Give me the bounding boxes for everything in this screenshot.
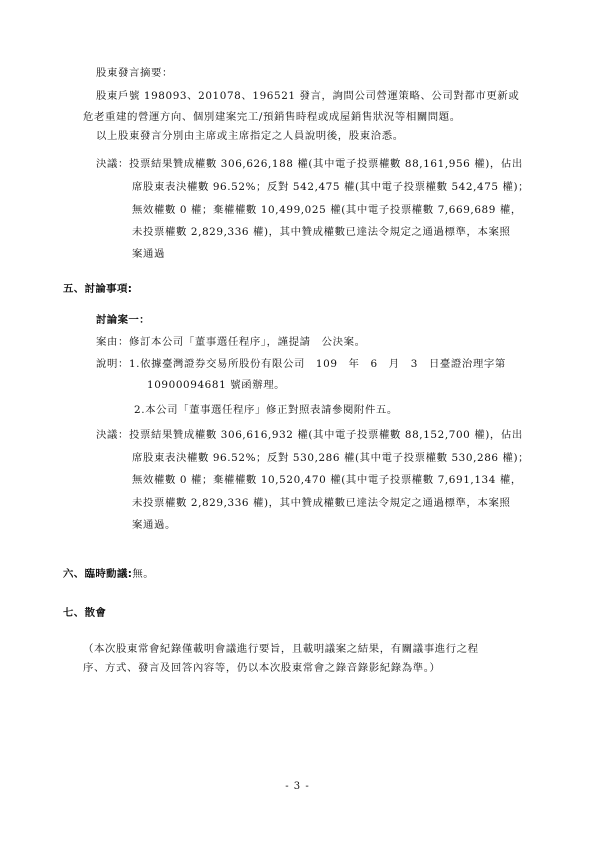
resolution-line: 席股東表決權數 96.52%；反對 542,475 權(其中電子投票權數 542,475 權)； bbox=[132, 181, 530, 193]
resolution-line: 無效權數 0 權；棄權權數 10,520,470 權(其中電子投票權數 7,691,134 權， bbox=[132, 474, 522, 486]
case-title: 討論案一： bbox=[96, 314, 150, 326]
note-line: 序、方式、發言及回答內容等，仍以本次股東常會之錄音錄影紀錄為準。） bbox=[83, 662, 441, 674]
resolution-line: 席股東表決權數 96.52%；反對 530,286 權(其中電子投票權數 530,286 權)； bbox=[132, 452, 530, 464]
explanation-line: 說明：1.依據臺灣證券交易所股份有限公司 109 年 6 月 3 日臺證治理字第 bbox=[96, 358, 506, 370]
explanation-line: 10900094681 號函辦理。 bbox=[147, 379, 286, 391]
note-line: （本次股東常會紀錄僅載明會議進行要旨，且載明議案之結果，有關議事進行之程 bbox=[83, 643, 479, 655]
page-number: - 3 - bbox=[285, 781, 310, 792]
remarks-line: 股東戶號 198093、201078、196521 發言，詢問公司營運策略、公司對都市更新或 bbox=[96, 90, 520, 102]
resolution-line: 案通過。 bbox=[132, 519, 176, 531]
section-6-row bbox=[63, 567, 154, 581]
remarks-line: 以上股東發言分別由主席或主席指定之人員說明後，股東洽悉。 bbox=[96, 130, 404, 142]
section-heading: 七、散會 bbox=[63, 607, 107, 619]
resolution-line: 案通過 bbox=[132, 248, 165, 260]
section-6-value: 無。 bbox=[132, 568, 155, 580]
resolution-line: 決議：投票結果贊成權數 306,616,932 權(其中電子投票權數 88,152,700 權)，佔出 bbox=[96, 429, 523, 441]
explanation-line: 2.本公司「董事選任程序」修正對照表請參閱附件五。 bbox=[134, 404, 398, 416]
resolution-line: 未投票權數 2,829,336 權)，其中贊成權數已達法令規定之通過標準，本案照 bbox=[132, 497, 511, 509]
remarks-line: 危老重建的營運方向、個別建案完工/預銷售時程或成屋銷售狀況等相關問題。 bbox=[83, 111, 461, 123]
resolution-line: 無效權數 0 權；棄權權數 10,499,025 權(其中電子投票權數 7,669,689 權， bbox=[132, 204, 522, 216]
resolution-line: 決議：投票結果贊成權數 306,626,188 權(其中電子投票權數 88,161,956 權)，佔出 bbox=[96, 158, 523, 170]
remarks-heading: 股東發言摘要： bbox=[96, 67, 173, 79]
section-heading: 六、臨時動議: bbox=[63, 568, 133, 580]
case-reason: 案由：修訂本公司「董事選任程序」，謹提請 公決案。 bbox=[96, 336, 366, 348]
resolution-line: 未投票權數 2,829,336 權)，其中贊成權數已達法令規定之通過標準，本案照 bbox=[132, 226, 511, 238]
section-heading: 五、討論事項: bbox=[63, 283, 133, 295]
